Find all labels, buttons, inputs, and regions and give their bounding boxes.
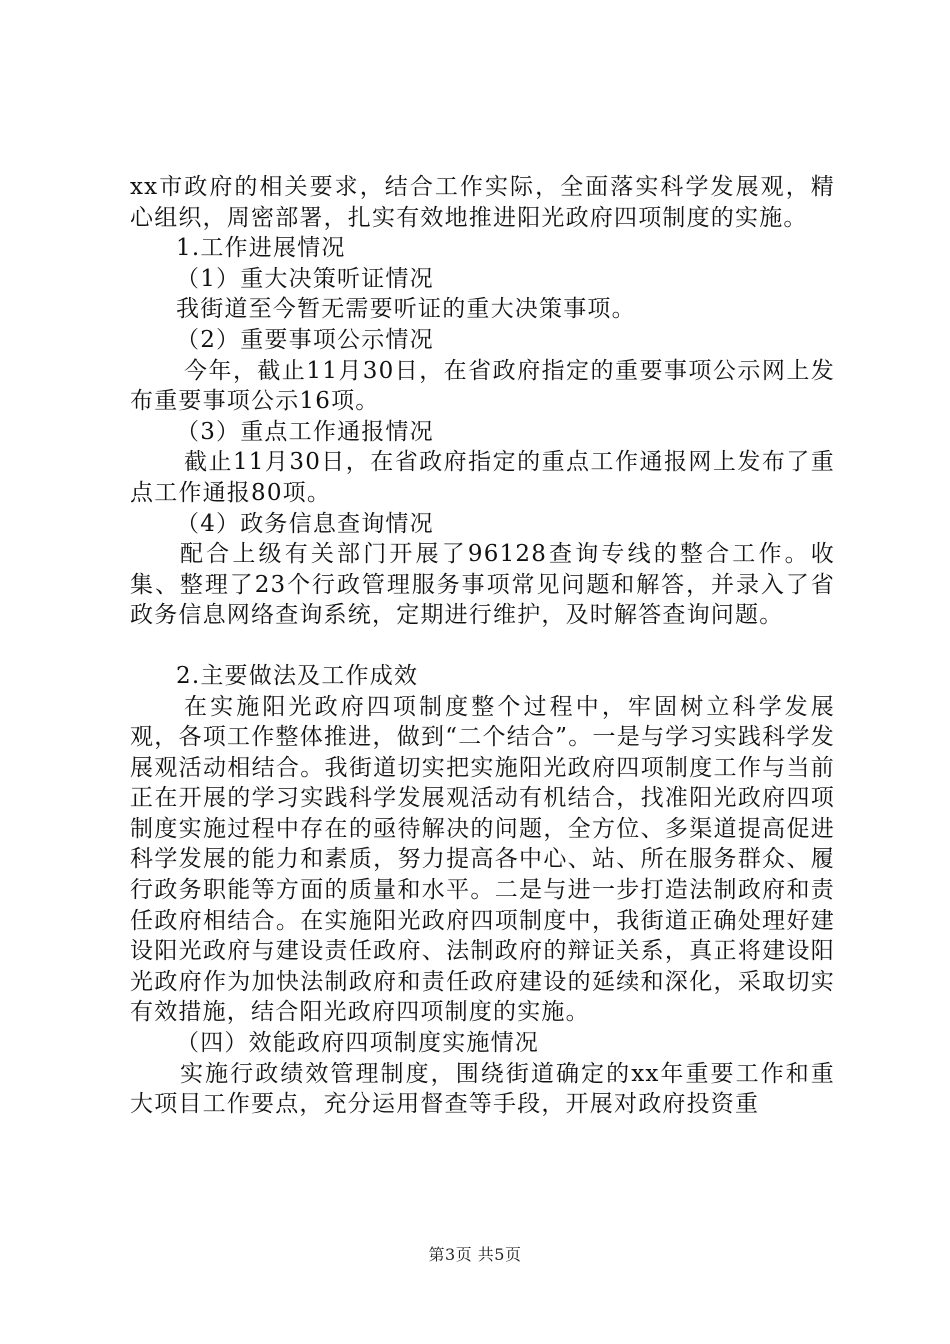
page-number-footer: 第3页 共5页 — [428, 1245, 522, 1264]
heading-efficiency-government: （四）效能政府四项制度实施情况 — [176, 1030, 539, 1057]
paragraph-decision-hearing: 我街道至今暂无需要听证的重大决策事项。 — [176, 296, 636, 323]
paragraph-main-practices: 在实施阳光政府四项制度整个过程中，牢固树立科学发展观，各项工作整体推进，做到“二个结合”。一是与学习实践科学发展观活动相结合。我街道切实把实施阳光政府四项制度工作与当前正在开展的学习实践科学发展观活动有机结合，找准阳光政府四项制度实施过程中存在的亟待解决的问题，全方位、多渠道提高促进科学发展的能力和素质，努力提高各中心、站、所在服务群众、履行政务职能等方面的质量和水平。二是与进一步打造法制政府和责任政府相结合。在实施阳光政府四项制度中，我街道正确处理好建设阳光政府与建设责任政府、法制政府的辩证关系，真正将建设阳光政府作为加快法制政府和责任政府建设的延续和深化，采取切实有效措施，结合阳光政府四项制度的实施。 — [130, 693, 835, 1026]
subheading-work-bulletin: （3）重点工作通报情况 — [176, 418, 434, 445]
subheading-decision-hearing: （1）重大决策听证情况 — [176, 265, 434, 292]
document-body — [130, 172, 835, 1120]
subheading-public-notice: （2）重要事项公示情况 — [176, 326, 434, 353]
paragraph-work-bulletin: 截止11月30日，在省政府指定的重点工作通报网上发布了重点工作通报80项。 — [130, 449, 835, 506]
paragraph-efficiency-government: 实施行政绩效管理制度，围绕街道确定的xx年重要工作和重大项目工作要点，充分运用督查等手段，开展对政府投资重 — [130, 1060, 835, 1118]
heading-main-practices: 2.主要做法及工作成效 — [176, 662, 419, 689]
paragraph-gap — [130, 631, 835, 661]
paragraph-info-query: 配合上级有关部门开展了96128查询专线的整合工作。收集、整理了23个行政管理服务事项常见问题和解答，并录入了省政务信息网络查询系统，定期进行维护，及时解答查询问题。 — [130, 541, 835, 629]
paragraph-intro-continuation: xx市政府的相关要求，结合工作实际，全面落实科学发展观，精心组织，周密部署，扎实有效地推进阳光政府四项制度的实施。 — [130, 174, 835, 231]
subheading-info-query: （4）政务信息查询情况 — [176, 510, 434, 537]
paragraph-public-notice: 今年，截止11月30日，在省政府指定的重要事项公示网上发布重要事项公示16项。 — [130, 357, 835, 415]
heading-work-progress: 1.工作进展情况 — [176, 235, 346, 262]
